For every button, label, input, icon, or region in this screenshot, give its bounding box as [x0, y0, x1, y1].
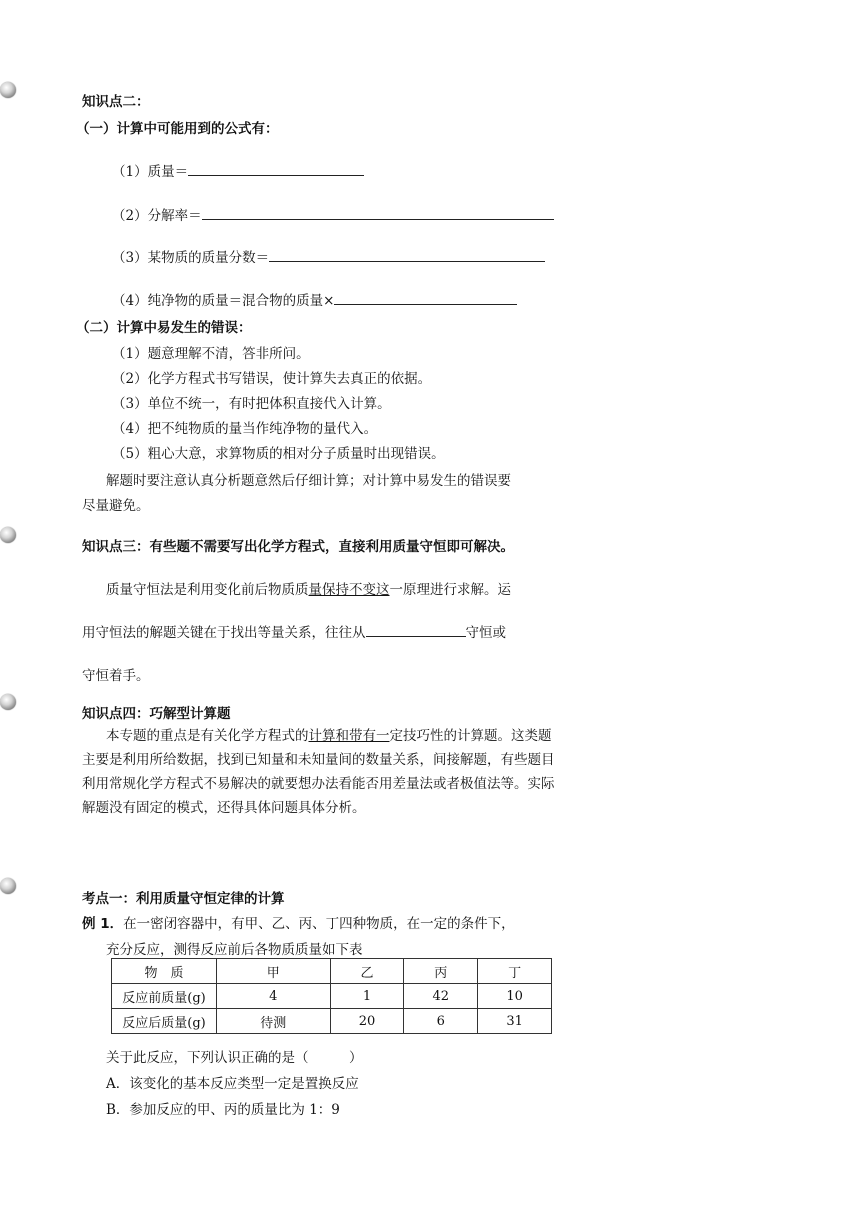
kp4-paragraph: [82, 724, 560, 820]
table-cell: 乙: [330, 959, 404, 984]
error-item: （3）单位不统一，有时把体积直接代入计算。: [112, 396, 391, 412]
table-header-row: [112, 959, 552, 984]
table-cell: 20: [330, 1009, 404, 1034]
formula-item: [112, 289, 517, 309]
text-run: 在一密闭容器中，有甲、乙、丙、丁四种物质，在一定的条件下，: [123, 916, 515, 932]
table-cell: 反应后质量(g): [112, 1009, 217, 1034]
section-bullet-icon: [0, 878, 16, 894]
formula-item: [112, 204, 554, 224]
section-bullet-icon: [0, 82, 16, 98]
text-run: 用守恒法的解题关键在于找出等量关系，往往从: [82, 625, 366, 641]
formula-item: [112, 160, 364, 180]
error-item: （5）粗心大意，求算物质的相对分子质量时出现错误。: [112, 446, 445, 462]
table-cell: 甲: [217, 959, 331, 984]
table-cell: 42: [404, 984, 478, 1009]
error-item: （4）把不纯物质的量当作纯净物的量代入。: [112, 421, 378, 437]
question-text: 关于此反应，下列认识正确的是（ ）: [106, 1050, 363, 1066]
section-bullet-icon: [0, 527, 16, 543]
table-cell: 物 质: [112, 959, 217, 984]
kd1-title: 考点一：利用质量守恒定律的计算: [82, 891, 285, 907]
blank-line[interactable]: [366, 624, 466, 637]
formula-label: （4）纯净物的质量＝混合物的质量×: [112, 293, 335, 309]
kp3-paragraph-line: [82, 621, 506, 641]
formula-label: （1）质量＝: [112, 164, 189, 180]
text-run: 定技巧性的计算题。这类题主要是利用所给数据，找到已知量和未知量间的数量关系，间接解题，有些题目利用常规化学方程式不易解决的就要想办法看能否用差量法或者极值法等。实际解题没有固定的模式，还得具体问题具体分析。: [82, 728, 555, 816]
text-run: 一原理进行求解。运: [389, 582, 511, 598]
option-b[interactable]: B．参加反应的甲、丙的质量比为 1：9: [106, 1102, 340, 1118]
formula-label: （3）某物质的质量分数＝: [112, 250, 270, 266]
table-cell: 31: [478, 1009, 552, 1034]
example-line: [82, 912, 515, 932]
formula-item: [112, 246, 545, 266]
note-line: 尽量避免。: [82, 498, 150, 514]
section-bullet-icon: [0, 694, 16, 710]
blank-line[interactable]: [334, 292, 517, 305]
text-run: 本专题的重点是有关化学方程式的: [106, 728, 309, 744]
kp3-title: 知识点三：有些题不需要写出化学方程式，直接利用质量守恒即可解决。: [82, 539, 514, 555]
table-cell: 6: [404, 1009, 478, 1034]
blank-line[interactable]: [188, 163, 364, 176]
kp4-title: 知识点四：巧解型计算题: [82, 706, 231, 722]
text-run: 质量守恒法是利用变化前后物质质: [106, 582, 309, 598]
option-a[interactable]: A．该变化的基本反应类型一定是置换反应: [106, 1076, 359, 1092]
table-cell: 1: [330, 984, 404, 1009]
kp2-title: 知识点二：: [82, 94, 150, 110]
example-line: 充分反应，测得反应前后各物质质量如下表: [106, 942, 363, 958]
table-row: [112, 1009, 552, 1034]
blank-line[interactable]: [202, 207, 554, 220]
kp3-paragraph-line: 守恒着手。: [82, 668, 150, 684]
underlined-text: 量保持不变这: [308, 582, 390, 598]
error-item: （2）化学方程式书写错误，使计算失去真正的依据。: [112, 371, 432, 387]
table-cell: 待测: [217, 1009, 331, 1034]
table-cell: 10: [478, 984, 552, 1009]
kp2-subheading-errors: （二）计算中易发生的错误：: [76, 320, 252, 336]
note-line: 解题时要注意认真分析题意然后仔细计算；对计算中易发生的错误要: [106, 473, 511, 489]
table-cell: 4: [217, 984, 331, 1009]
table-cell: 丁: [478, 959, 552, 984]
mass-table: [111, 958, 552, 1034]
text-run: 守恒或: [465, 625, 506, 641]
table-row: [112, 984, 552, 1009]
formula-label: （2）分解率＝: [112, 208, 202, 224]
table-cell: 丙: [404, 959, 478, 984]
example-label: 例 1．: [82, 916, 124, 932]
table-cell: 反应前质量(g): [112, 984, 217, 1009]
error-item: （1）题意理解不清，答非所问。: [112, 346, 310, 362]
kp3-paragraph-line: [106, 578, 511, 598]
blank-line[interactable]: [269, 249, 545, 262]
kp2-subheading-formulas: （一）计算中可能用到的公式有：: [76, 121, 279, 137]
underlined-text: 计算和带有一: [308, 728, 390, 744]
